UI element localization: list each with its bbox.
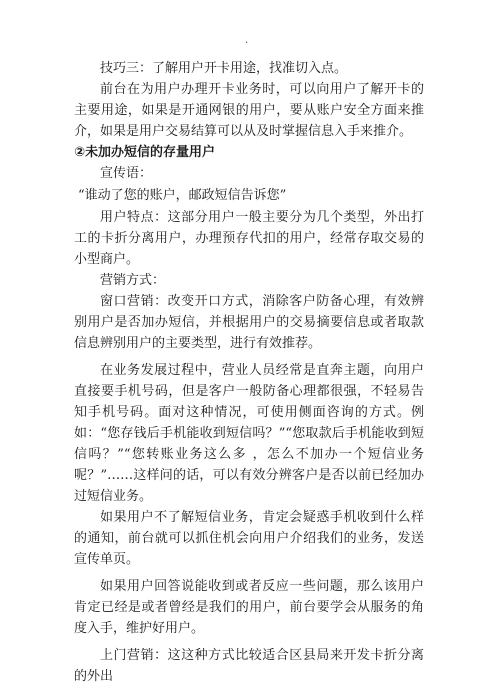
paragraph-business-process: 在业务发展过程中，营业人员经常是直奔主题，向用户直接要手机号码，但是客户一般防备心理都很强，不轻易告知手机号码。面对这种情况，可使用侧面咨询的方式。例如：“您存钱后手机能收到短信吗？”“您取款后手机能收到短信吗？”“您转账业务这么多 ，怎么不加办一个短信业务呢？”……这样问的话，可以有效分辨客户是否以前已经加办过短信业务。 (74, 363, 424, 504)
paragraph-door-marketing: 上门营销：这这种方式比较适合区县局来开发卡折分离的外出 (74, 648, 424, 684)
marketing-label: 营销方式： (100, 273, 166, 288)
document-body (74, 58, 424, 687)
slogan-text: “谁动了您的账户，邮政短信告诉您” (78, 188, 287, 203)
paragraph-user-answer: 如果用户回答说能收到或者反应一些问题，那么该用户肯定已经是或者曾经是我们的用户，前台要学会从服务的角度入手，维护好用户。 (74, 579, 424, 636)
header-dot: . (245, 35, 249, 46)
paragraph-card-use: 前台在为用户办理开卡业务时，可以向用户了解开卡的主要用途，如果是开通网银的用户，要从账户安全方面来推介，如果是用户交易结算可以从及时掌握信息入手来推介。 (74, 82, 424, 139)
section-heading: ②未加办短信的存量用户 (74, 145, 216, 160)
paragraph-user-traits: 用户特点：这部分用户一般主要分为几个类型，外出打工的卡折分离用户，办理预存代扣的用户，经常存取交易的小型商户。 (74, 210, 424, 267)
paragraph-window-marketing: 窗口营销：改变开口方式，消除客户防备心理，有效辨别用户是否加办短信，并根据用户的交易摘要信息或者取款信息辨别用户的主要类型，进行有效推荐。 (74, 294, 424, 351)
slogan-label: 宣传语： (100, 166, 153, 181)
tip-three-line: 技巧三：了解用户开卡用途，找准切入点。 (100, 61, 348, 76)
paragraph-not-understand: 如果用户不了解短信业务，肯定会疑惑手机收到什么样的通知，前台就可以抓住机会向用户介绍我们的业务，发送宣传单页。 (74, 510, 424, 567)
